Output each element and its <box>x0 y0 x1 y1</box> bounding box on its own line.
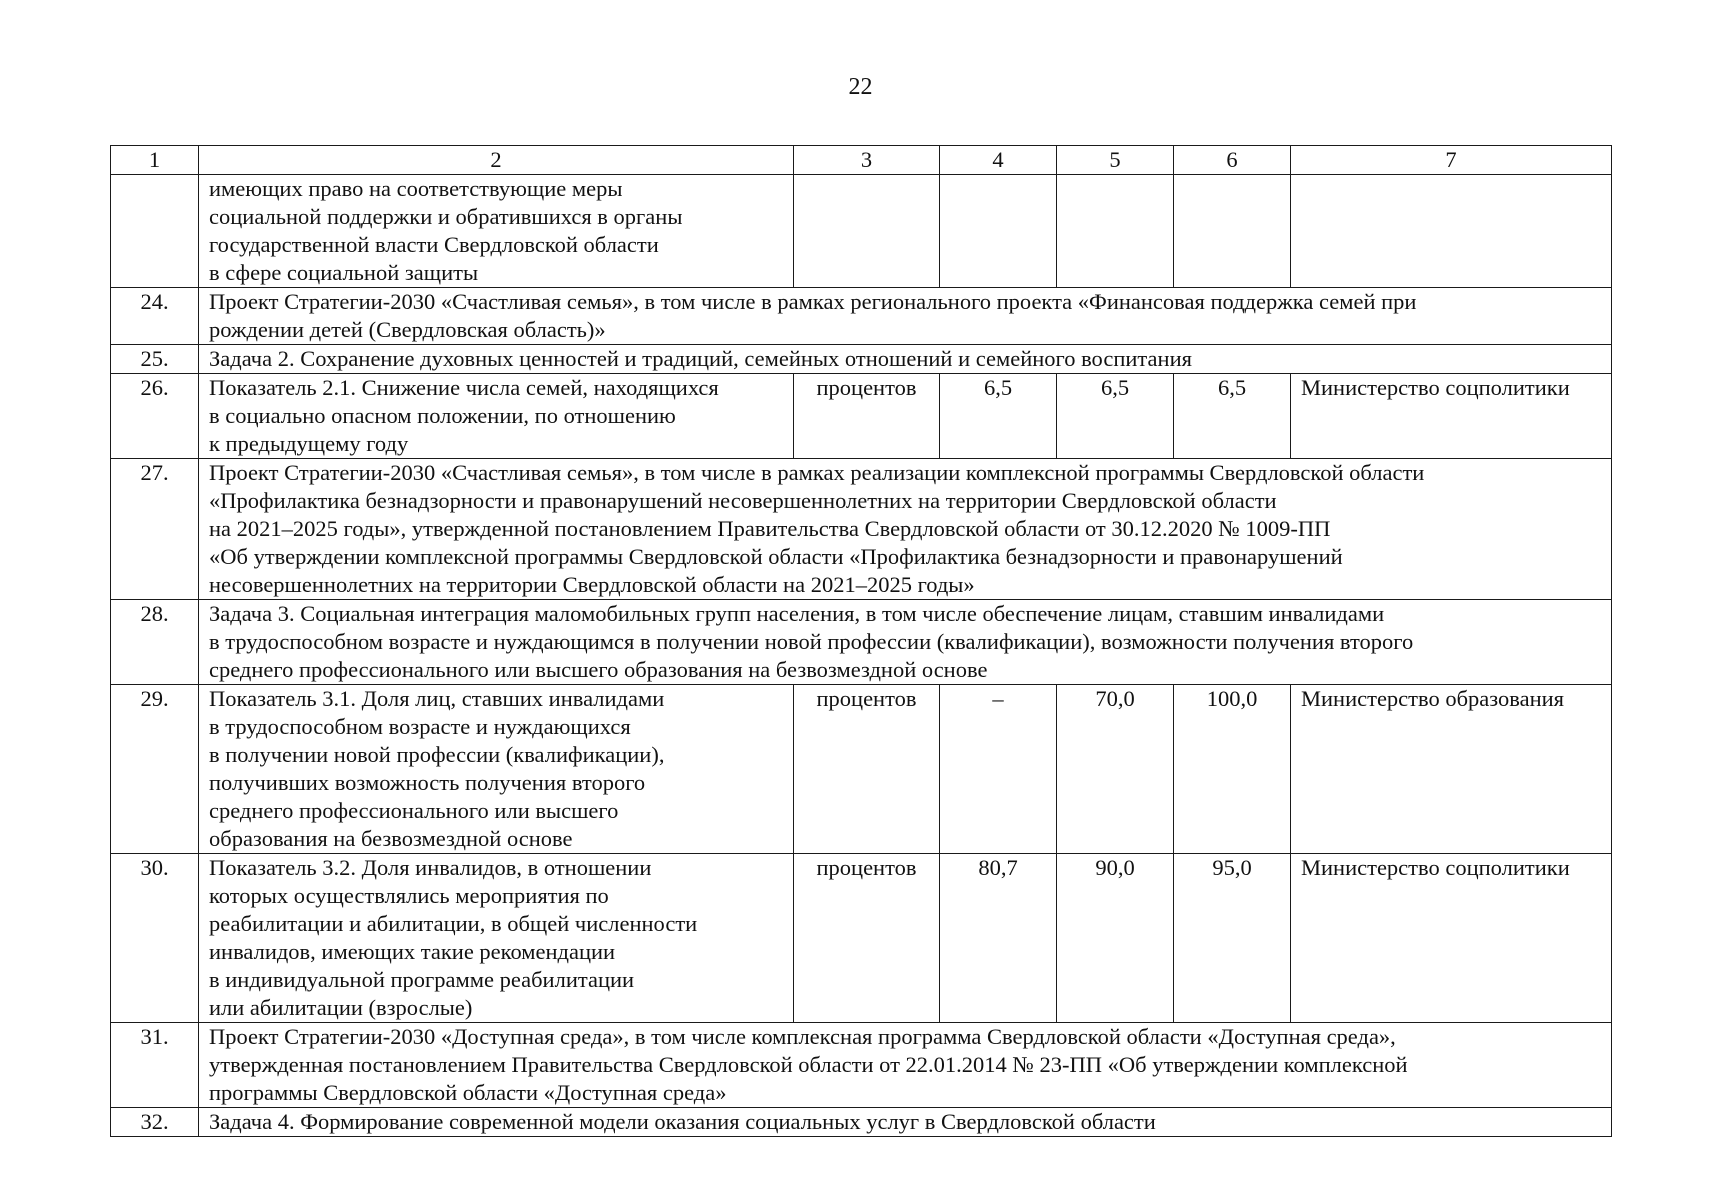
responsible-cell: Министерство соцполитики <box>1291 374 1612 459</box>
value-cell-1: 6,5 <box>940 374 1057 459</box>
indicator-name: имеющих право на соответствующие меры социальной поддержки и обратившихся в органы государственной власти Свердловской области в сфере социальной защиты <box>199 175 794 288</box>
value-cell-3: 95,0 <box>1174 854 1291 1023</box>
row-number <box>111 175 199 288</box>
page-number: 22 <box>848 74 873 100</box>
value-cell-1: – <box>940 685 1057 854</box>
task-text: Задача 3. Социальная интеграция маломобильных групп населения, в том числе обеспечение лицам, ставшим инвалидами в трудоспособном возрасте и нуждающимся в получении новой профессии (квалификации), возможности получения второго среднего профессионального или высшего образования на безвозмездной основе <box>199 600 1612 685</box>
table-row <box>111 175 1612 288</box>
header-cell-5: 5 <box>1057 146 1174 175</box>
header-cell-4: 4 <box>940 146 1057 175</box>
row-number: 28. <box>111 600 199 685</box>
indicator-name: Показатель 3.2. Доля инвалидов, в отношении которых осуществлялись мероприятия по реабилитации и абилитации, в общей численности инвалидов, имеющих такие рекомендации в индивидуальной программе реабилитации или абилитации (взрослые) <box>199 854 794 1023</box>
table-row <box>111 685 1612 854</box>
project-text: Проект Стратегии-2030 «Счастливая семья», в том числе в рамках реализации комплексной программы Свердловской области «Профилактика безнадзорности и правонарушений несовершеннолетних на территории Свердловской области на 2021–2025 годы», утвержденной постановлением Правительства Свердловской области от 30.12.2020 № 1009-ПП «Об утверждении комплексной программы Свердловской области «Профилактика безнадзорности и правонарушений несовершеннолетних на территории Свердловской области на 2021–2025 годы» <box>199 459 1612 600</box>
header-cell-2: 2 <box>199 146 794 175</box>
indicator-name: Показатель 2.1. Снижение числа семей, находящихся в социально опасном положении, по отношению к предыдущему году <box>199 374 794 459</box>
value-cell-2: 70,0 <box>1057 685 1174 854</box>
value-cell-2: 90,0 <box>1057 854 1174 1023</box>
indicators-table <box>110 145 1612 1137</box>
unit-cell <box>794 175 940 288</box>
row-number: 32. <box>111 1108 199 1137</box>
header-cell-1: 1 <box>111 146 199 175</box>
table-row <box>111 1023 1612 1108</box>
project-text: Проект Стратегии-2030 «Счастливая семья», в том числе в рамках регионального проекта «Финансовая поддержка семей при рождении детей (Свердловская область)» <box>199 288 1612 345</box>
responsible-cell <box>1291 175 1612 288</box>
row-number: 26. <box>111 374 199 459</box>
task-text: Задача 4. Формирование современной модели оказания социальных услуг в Свердловской области <box>199 1108 1612 1137</box>
table-row <box>111 600 1612 685</box>
header-cell-6: 6 <box>1174 146 1291 175</box>
value-cell-2: 6,5 <box>1057 374 1174 459</box>
header-row <box>111 146 1612 175</box>
indicator-name: Показатель 3.1. Доля лиц, ставших инвалидами в трудоспособном возрасте и нуждающихся в получении новой профессии (квалификации), получивших возможность получения второго среднего профессионального или высшего образования на безвозмездной основе <box>199 685 794 854</box>
table-row <box>111 374 1612 459</box>
responsible-cell: Министерство соцполитики <box>1291 854 1612 1023</box>
responsible-cell: Министерство образования <box>1291 685 1612 854</box>
table-row <box>111 1108 1612 1137</box>
unit-cell: процентов <box>794 685 940 854</box>
value-cell-3 <box>1174 175 1291 288</box>
unit-cell: процентов <box>794 854 940 1023</box>
row-number: 30. <box>111 854 199 1023</box>
row-number: 31. <box>111 1023 199 1108</box>
header-cell-3: 3 <box>794 146 940 175</box>
row-number: 29. <box>111 685 199 854</box>
value-cell-3: 6,5 <box>1174 374 1291 459</box>
table-row <box>111 288 1612 345</box>
header-cell-7: 7 <box>1291 146 1612 175</box>
table-row <box>111 459 1612 600</box>
row-number: 25. <box>111 345 199 374</box>
value-cell-1: 80,7 <box>940 854 1057 1023</box>
row-number: 24. <box>111 288 199 345</box>
value-cell-1 <box>940 175 1057 288</box>
task-text: Задача 2. Сохранение духовных ценностей и традиций, семейных отношений и семейного воспитания <box>199 345 1612 374</box>
table-row <box>111 345 1612 374</box>
row-number: 27. <box>111 459 199 600</box>
project-text: Проект Стратегии-2030 «Доступная среда», в том числе комплексная программа Свердловской области «Доступная среда», утвержденная постановлением Правительства Свердловской области от 22.01.2014 № 23-ПП «Об утверждении комплексной программы Свердловской области «Доступная среда» <box>199 1023 1612 1108</box>
value-cell-2 <box>1057 175 1174 288</box>
unit-cell: процентов <box>794 374 940 459</box>
table-row <box>111 854 1612 1023</box>
value-cell-3: 100,0 <box>1174 685 1291 854</box>
